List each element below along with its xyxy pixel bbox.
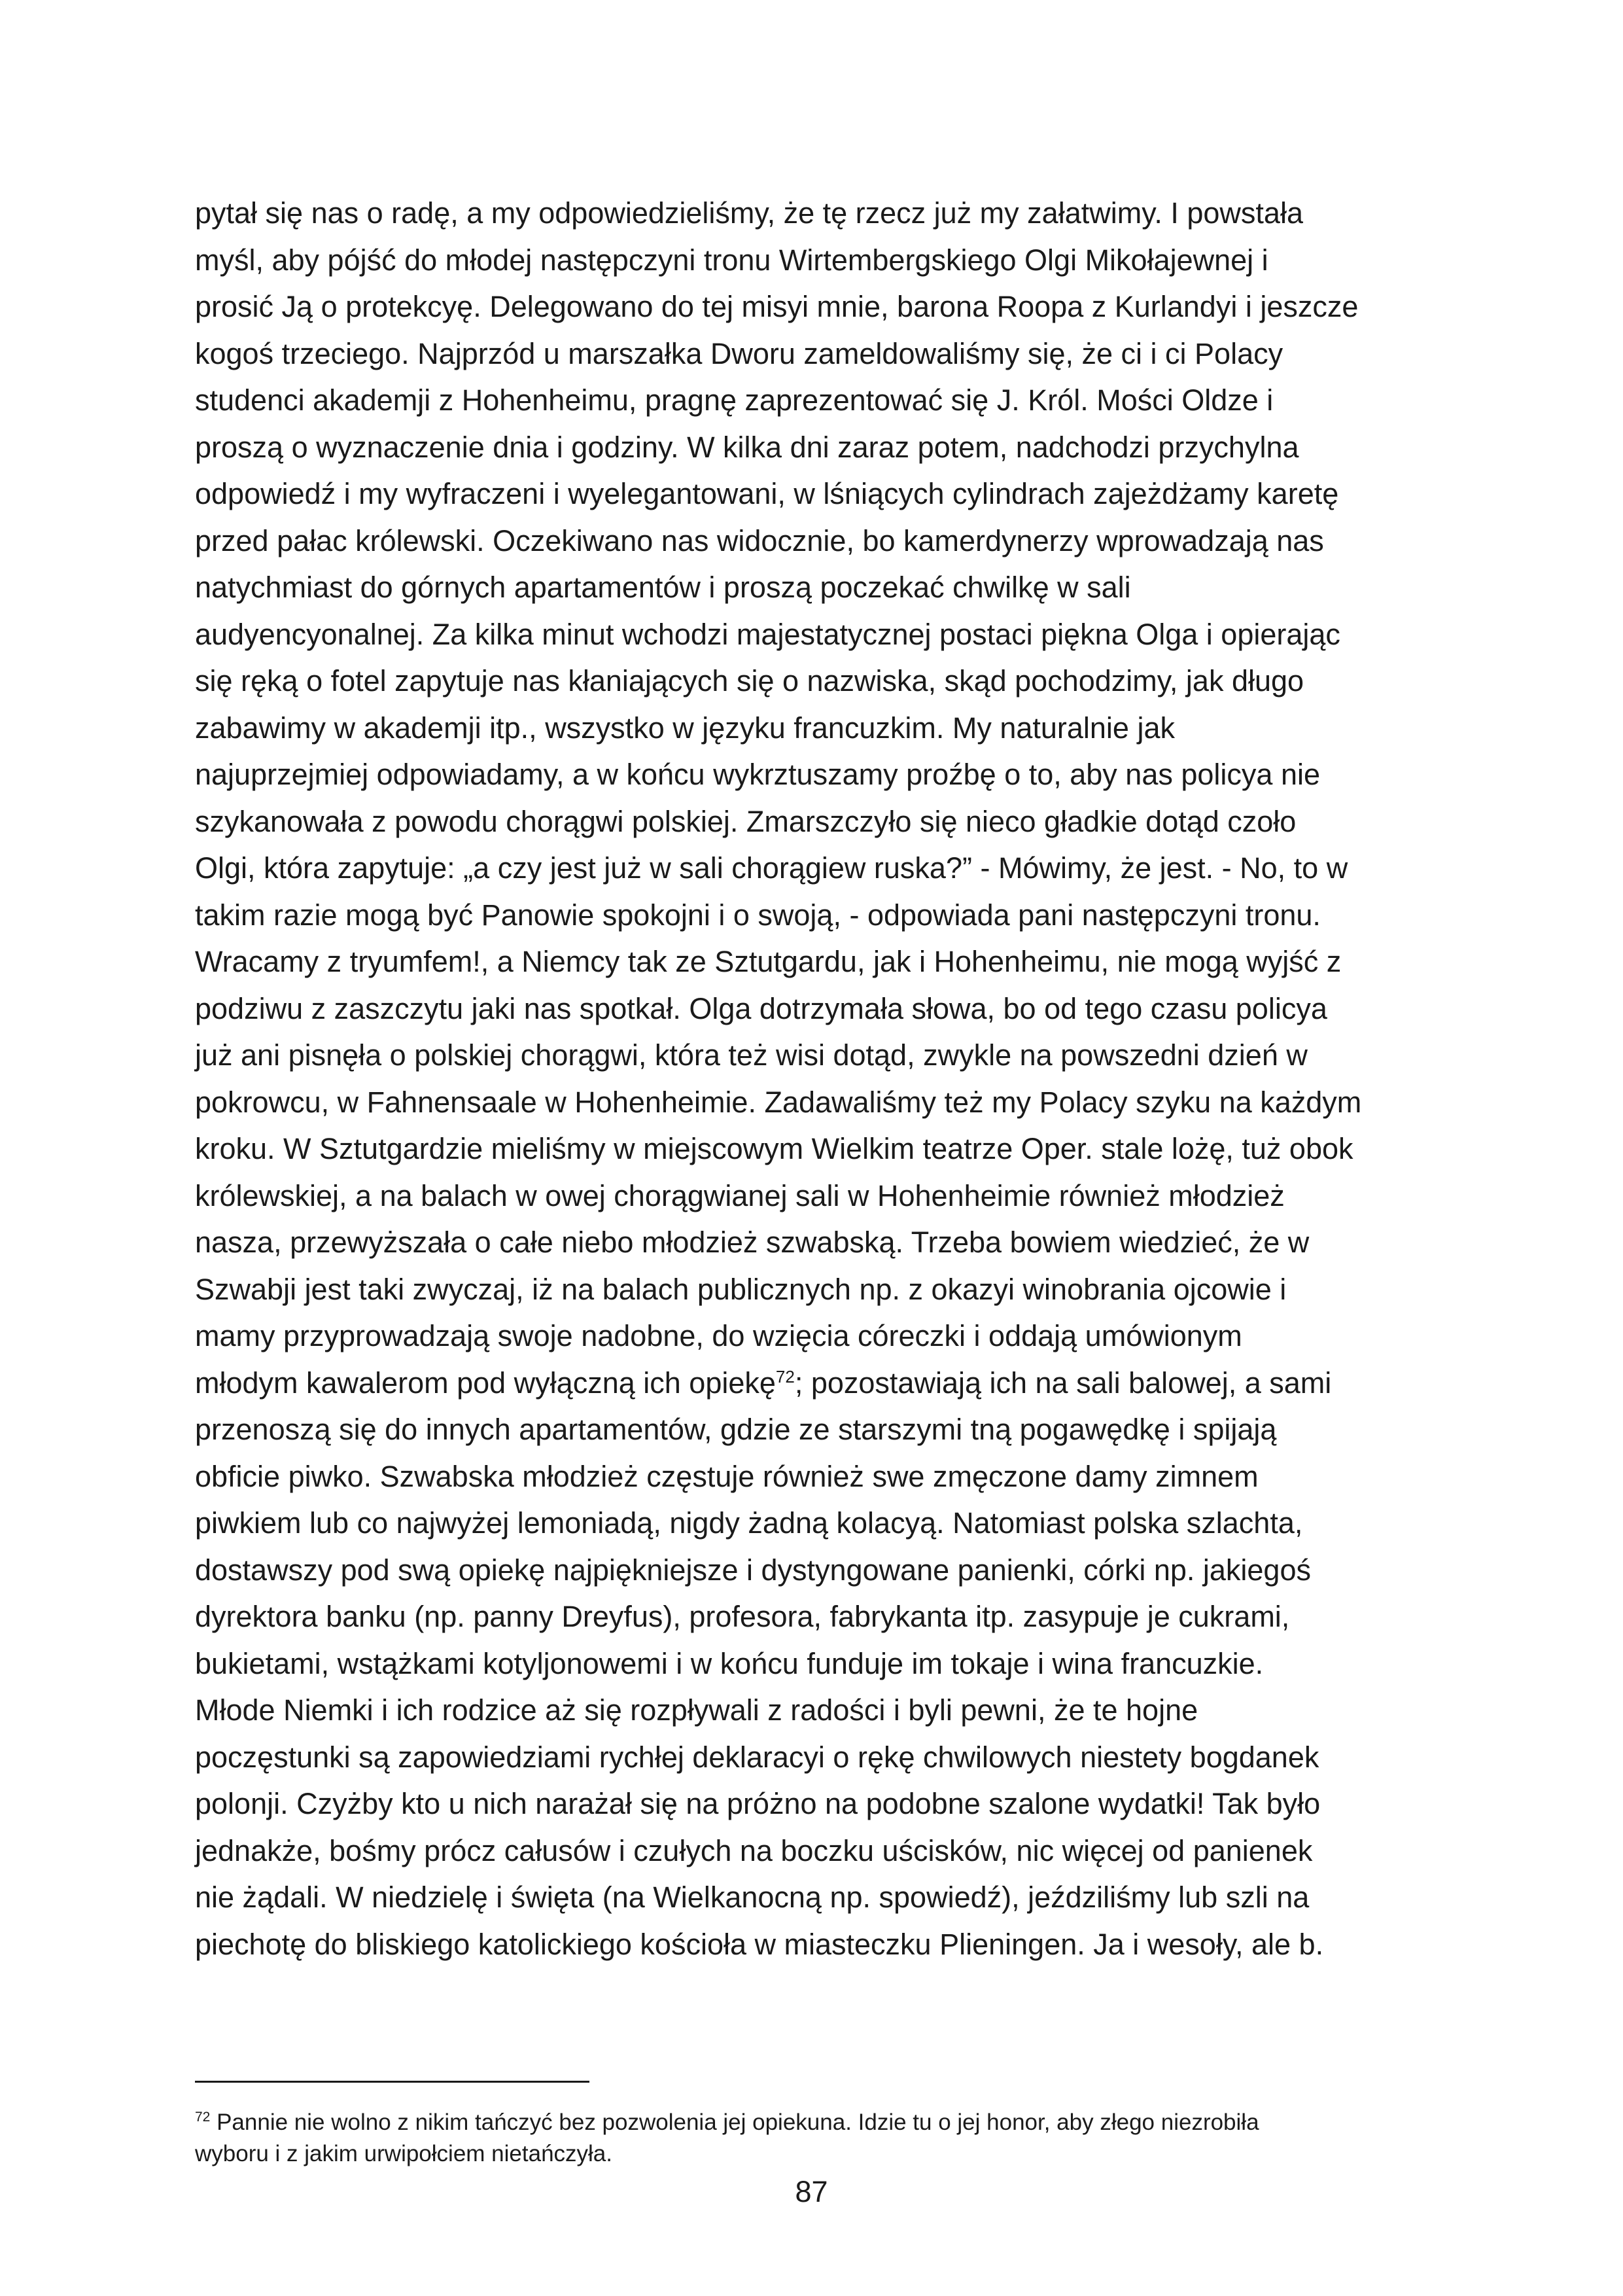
text-line: takim razie mogą być Panowie spokojni i o swoją, - odpowiada pani następczyni tronu. bbox=[195, 898, 1321, 932]
text-line: myśl, aby pójść do młodej następczyni tronu Wirtembergskiego Olgi Mikołajewnej i bbox=[195, 243, 1268, 277]
text-line: bukietami, wstążkami kotyljonowemi i w końcu funduje im tokaje i wina francuzkie. bbox=[195, 1646, 1264, 1680]
footnote-reference: 72 bbox=[775, 1366, 795, 1386]
text-line: nie żądali. W niedzielę i święta (na Wielkanocną np. spowiedź), jeździliśmy lub szli na bbox=[195, 1881, 1310, 1914]
text-line: mamy przyprowadzają swoje nadobne, do wzięcia córeczki i oddają umówionym bbox=[195, 1319, 1242, 1352]
text-line: podziwu z zaszczytu jaki nas spotkał. Olga dotrzymała słowa, bo od tego czasu policya bbox=[195, 991, 1327, 1025]
text-line: piwkiem lub co najwyżej lemoniadą, nigdy żadną kolacyą. Natomiast polska szlachta, bbox=[195, 1506, 1303, 1540]
text-line: zabawimy w akademji itp., wszystko w języku francuzkim. My naturalnie jak bbox=[195, 711, 1175, 745]
text-line: dostawszy pod swą opiekę najpiękniejsze i dystyngowane panienki, córki np. jakiegoś bbox=[195, 1553, 1311, 1587]
footnote-text: Pannie nie wolno z nikim tańczyć bez pozwolenia jej opiekuna. Idzie tu o jej honor, aby złego niezrobiła bbox=[210, 2110, 1259, 2135]
text-line: już ani pisnęła o polskiej chorągwi, która też wisi dotąd, zwykle na powszedni dzień w bbox=[195, 1038, 1308, 1072]
text-line: poczęstunki są zapowiedziami rychłej deklaracyi o rękę chwilowych niestety bogdanek bbox=[195, 1740, 1319, 1774]
footnote-line bbox=[195, 2107, 1438, 2138]
text-segment: ; pozostawiają ich na sali balowej, a sami bbox=[794, 1366, 1332, 1400]
text-line: Wracamy z tryumfem!, a Niemcy tak ze Sztutgardu, jak i Hohenheimu, nie mogą wyjść z bbox=[195, 945, 1342, 978]
footnote-number: 72 bbox=[195, 2110, 211, 2125]
text-line: szykanowała z powodu chorągwi polskiej. Zmarszczyło się nieco gładkie dotąd czoło bbox=[195, 804, 1297, 838]
body-text bbox=[195, 190, 1438, 1968]
text-line: obficie piwko. Szwabska młodzież częstuje również swe zmęczone damy zimnem bbox=[195, 1459, 1259, 1493]
text-line: nasza, przewyższała o całe niebo młodzież szwabską. Trzeba bowiem wiedzieć, że w bbox=[195, 1226, 1310, 1259]
footnote bbox=[195, 2107, 1438, 2170]
text-line: polonji. Czyżby kto u nich narażał się na próżno na podobne szalone wydatki! Tak było bbox=[195, 1787, 1321, 1820]
text-line: proszą o wyznaczenie dnia i godziny. W kilka dni zaraz potem, nadchodzi przychylna bbox=[195, 430, 1299, 464]
text-line: się ręką o fotel zapytuje nas kłaniających się o nazwiska, skąd pochodzimy, jak długo bbox=[195, 664, 1304, 698]
text-line: królewskiej, a na balach w owej chorągwianej sali w Hohenheimie również młodzież bbox=[195, 1178, 1285, 1212]
text-line: kogoś trzeciego. Najprzód u marszałka Dworu zameldowaliśmy się, że ci i ci Polacy bbox=[195, 336, 1283, 370]
text-line: prosić Ją o protekcyę. Delegowano do tej misyi mnie, barona Roopa z Kurlandyi i jeszcze bbox=[195, 290, 1359, 323]
footnote-line: wyboru i z jakim urwipołciem nietańczyła. bbox=[195, 2141, 612, 2166]
text-line: piechotę do bliskiego katolickiego kościoła w miasteczku Plieningen. Ja i wesoły, ale b. bbox=[195, 1927, 1324, 1961]
text-line: dyrektora banku (np. panny Dreyfus), profesora, fabrykanta itp. zasypuje je cukrami, bbox=[195, 1600, 1290, 1633]
text-line: Szwabji jest taki zwyczaj, iż na balach publicznych np. z okazyi winobrania ojcowie i bbox=[195, 1272, 1287, 1306]
text-line: przenoszą się do innych apartamentów, gdzie ze starszymi tną pogawędkę i spijają bbox=[195, 1413, 1277, 1446]
text-line-with-footnote-ref bbox=[195, 1360, 1438, 1407]
footnote-separator bbox=[195, 2081, 589, 2083]
text-line: studenci akademji z Hohenheimu, pragnę zaprezentować się J. Król. Mości Oldze i bbox=[195, 383, 1274, 417]
text-line: pytał się nas o radę, a my odpowiedzieliśmy, że tę rzecz już my załatwimy. I powstała bbox=[195, 196, 1303, 230]
text-line: kroku. W Sztutgardzie mieliśmy w miejscowym Wielkim teatrze Oper. stale lożę, tuż obok bbox=[195, 1132, 1353, 1165]
page-number: 87 bbox=[795, 2175, 828, 2208]
text-line: natychmiast do górnych apartamentów i proszą poczekać chwilkę w sali bbox=[195, 571, 1131, 604]
text-line: Olgi, która zapytuje: „a czy jest już w sali chorągiew ruska?” - Mówimy, że jest. - No, to w bbox=[195, 851, 1348, 885]
text-line: najuprzejmiej odpowiadamy, a w końcu wykrztuszamy proźbę o to, aby nas policya nie bbox=[195, 758, 1320, 791]
text-line: jednakże, bośmy prócz całusów i czułych na boczku uścisków, nic więcej od panienek bbox=[195, 1833, 1313, 1867]
text-line: Młode Niemki i ich rodzice aż się rozpływali z radości i byli pewni, że te hojne bbox=[195, 1693, 1198, 1727]
text-line: pokrowcu, w Fahnensaale w Hohenheimie. Zadawaliśmy też my Polacy szyku na każdym bbox=[195, 1085, 1362, 1119]
text-line: audyencyonalnej. Za kilka minut wchodzi majestatycznej postaci piękna Olga i opierając bbox=[195, 617, 1340, 651]
text-line: przed pałac królewski. Oczekiwano nas widocznie, bo kamerdynerzy wprowadzają nas bbox=[195, 523, 1324, 557]
text-line: odpowiedź i my wyfraczeni i wyelegantowani, w lśniących cylindrach zajeżdżamy karetę bbox=[195, 477, 1339, 510]
text-segment: młodym kawalerom pod wyłączną ich opiekę bbox=[195, 1366, 776, 1400]
